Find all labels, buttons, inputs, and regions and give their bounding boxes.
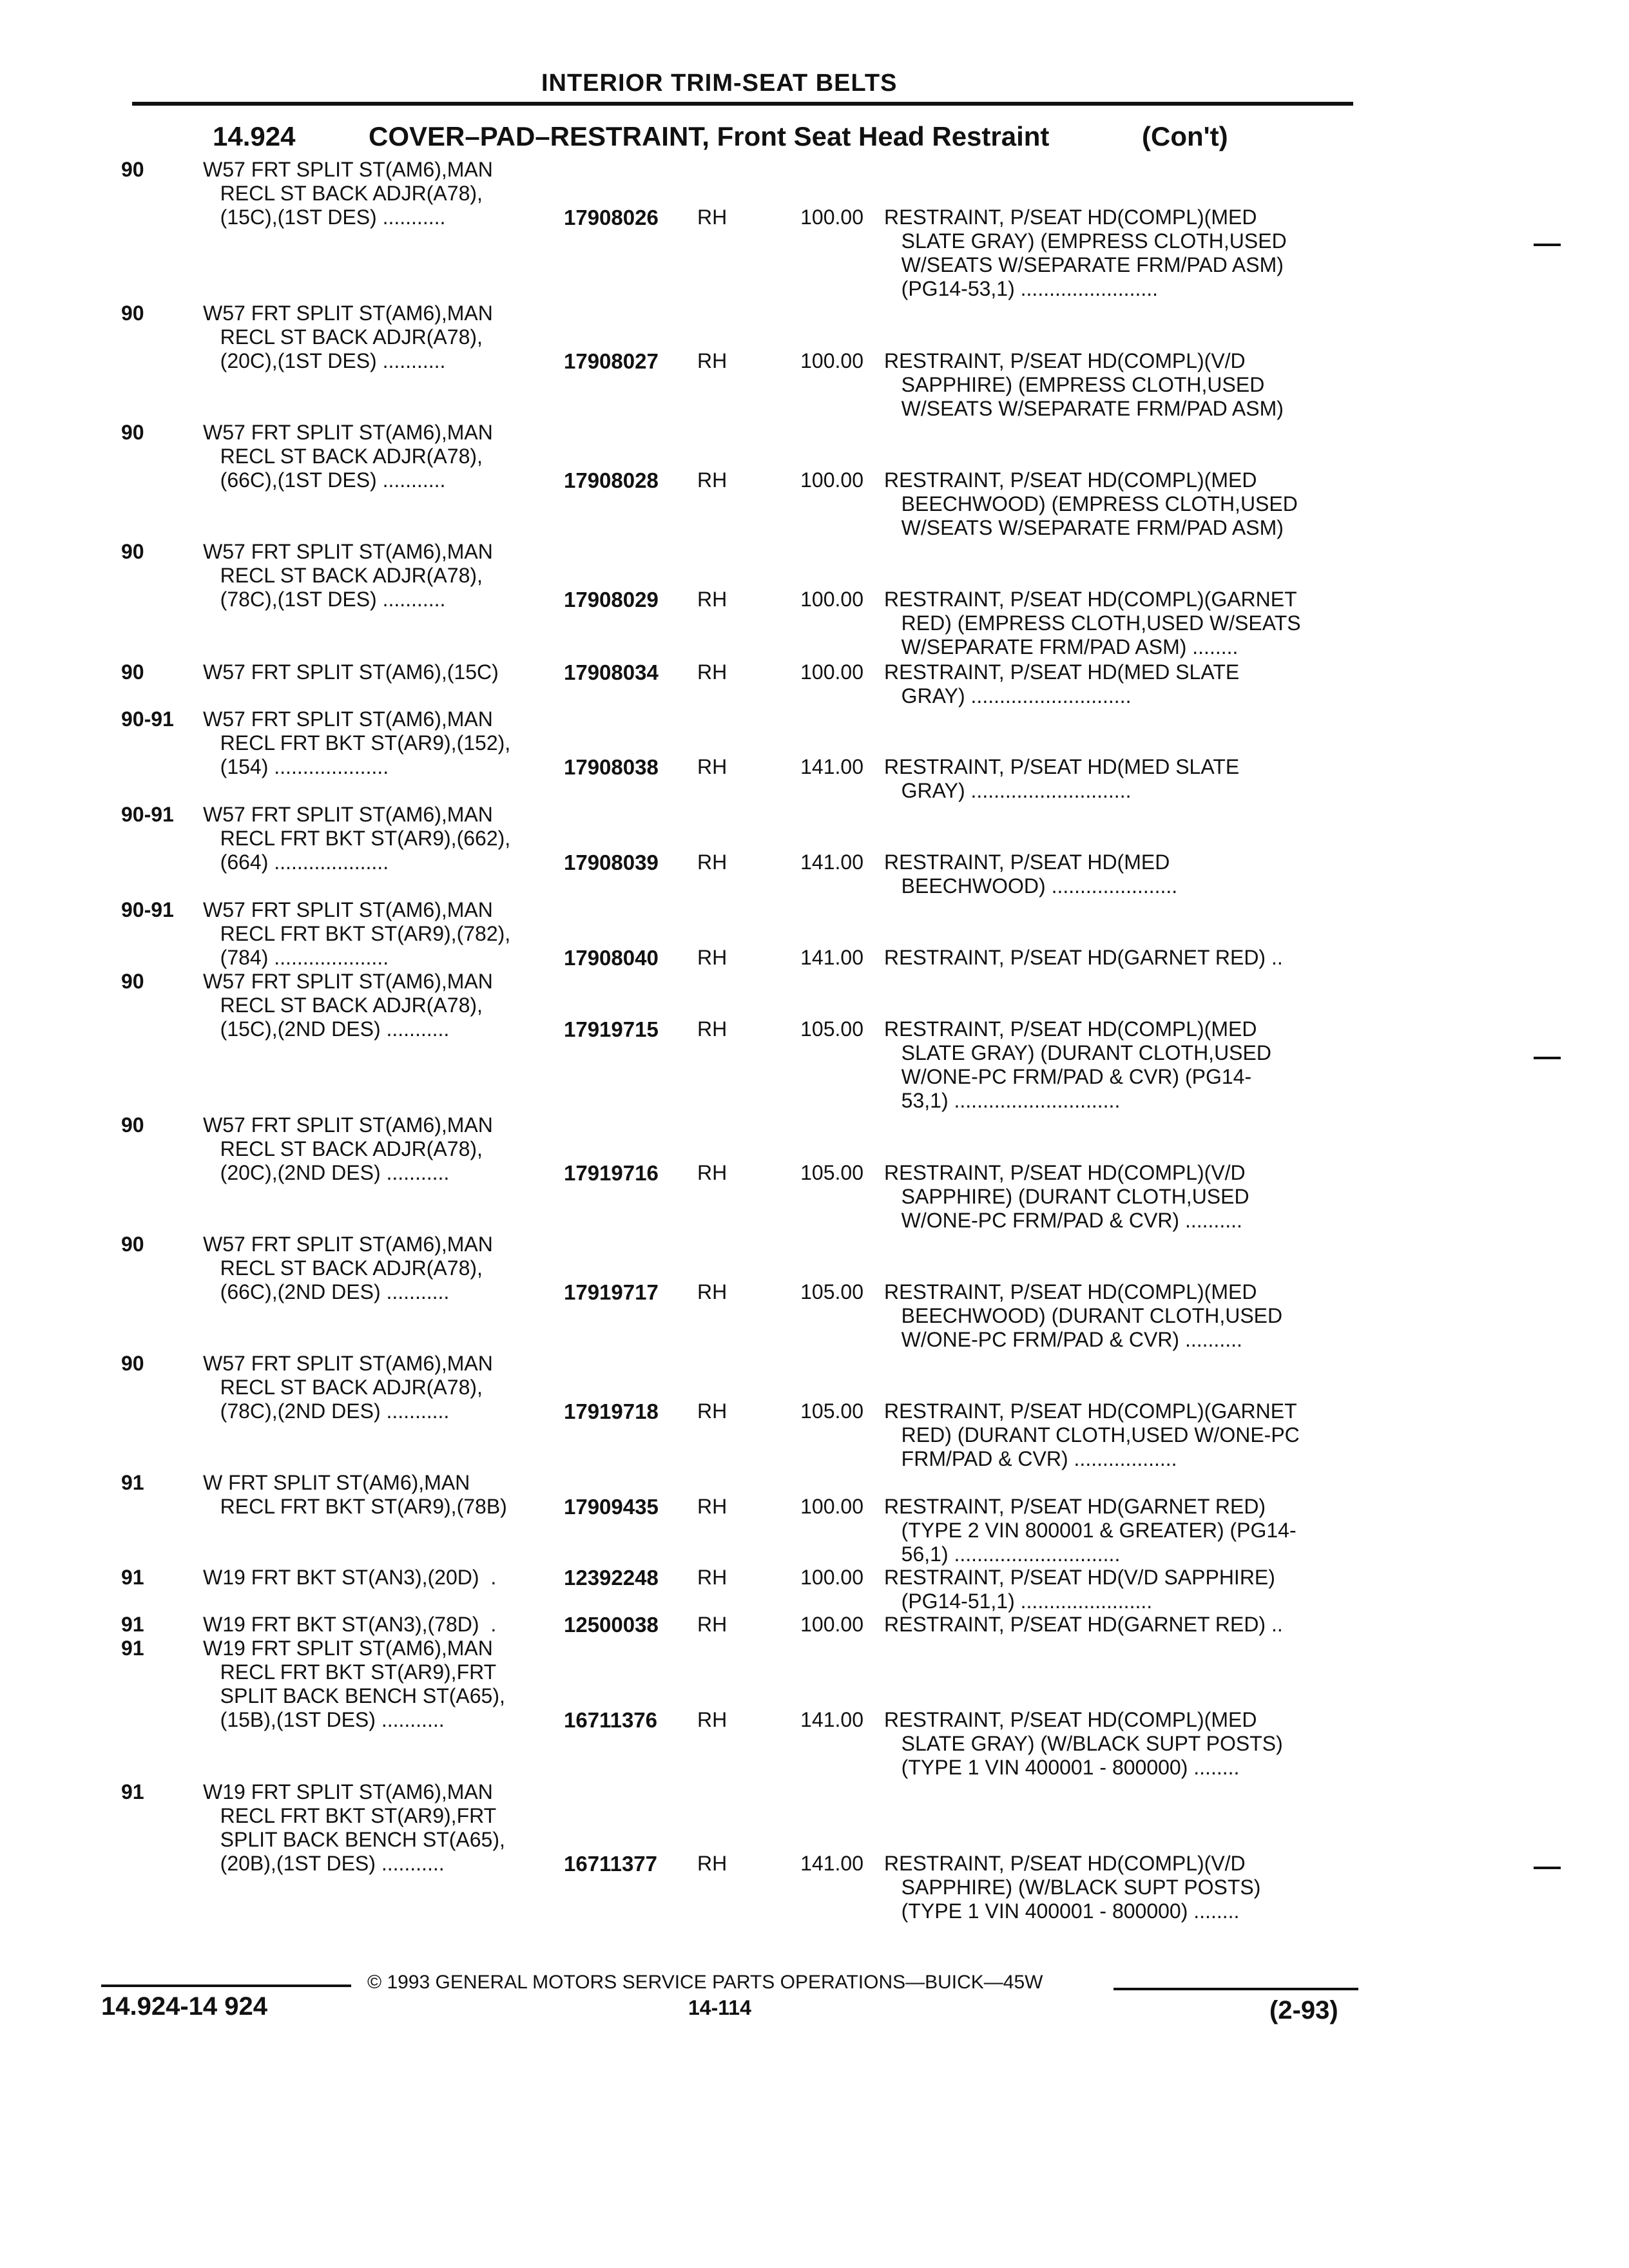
revision-margin-mark — [1534, 1867, 1561, 1869]
entry-years: 91 — [121, 1637, 144, 1660]
entry-part-name: RESTRAINT, P/SEAT HD(COMPL)(GARNET RED) (DURANT CLOTH,USED W/ONE-PC FRM/PAD & CVR) .................. — [884, 1399, 1300, 1470]
entry-side: RH — [697, 850, 728, 874]
entry-part-name: RESTRAINT, P/SEAT HD(MED BEECHWOOD) ...................... — [884, 850, 1178, 898]
entry-quantity: 141.00 — [800, 755, 863, 778]
entry-part-number: 17919716 — [564, 1161, 659, 1185]
entry-side: RH — [697, 1399, 728, 1423]
footer-page-number: 14-114 — [688, 1996, 751, 2019]
entry-years: 90 — [121, 540, 144, 563]
revision-margin-mark — [1534, 1057, 1561, 1059]
entry-side: RH — [697, 946, 728, 969]
entry-description: W57 FRT SPLIT ST(AM6),MAN RECL ST BACK ADJR(A78), (78C),(1ST DES) ........... — [203, 540, 493, 611]
section-name: COVER–PAD–RESTRAINT, Front Seat Head Restraint — [369, 121, 1050, 151]
entry-years: 90 — [121, 1352, 144, 1375]
entry-part-number: 17919717 — [564, 1280, 659, 1304]
entry-quantity: 100.00 — [800, 206, 863, 229]
entry-description: W57 FRT SPLIT ST(AM6),MAN RECL ST BACK ADJR(A78), (15C),(1ST DES) ........... — [203, 158, 493, 229]
entry-part-name: RESTRAINT, P/SEAT HD(COMPL)(V/D SAPPHIRE) (EMPRESS CLOTH,USED W/SEATS W/SEPARATE FRM/PAD ASM) — [884, 349, 1284, 420]
entry-side: RH — [697, 660, 728, 684]
footer-rule-right — [1113, 1988, 1358, 1990]
entry-quantity: 141.00 — [800, 946, 863, 969]
entry-side: RH — [697, 1495, 728, 1518]
entry-part-number: 17908026 — [564, 206, 659, 229]
entry-years: 90 — [121, 421, 144, 444]
entry-part-number: 17908028 — [564, 468, 659, 492]
entry-side: RH — [697, 588, 728, 611]
entry-part-number: 12392248 — [564, 1566, 659, 1590]
entry-years: 90 — [121, 1113, 144, 1137]
entry-description: W57 FRT SPLIT ST(AM6),MAN RECL ST BACK ADJR(A78), (15C),(2ND DES) ........... — [203, 970, 493, 1041]
entry-part-number: 17919715 — [564, 1017, 659, 1041]
entry-quantity: 141.00 — [800, 1708, 863, 1731]
entry-years: 90-91 — [121, 707, 174, 731]
entry-quantity: 100.00 — [800, 660, 863, 684]
entry-quantity: 141.00 — [800, 850, 863, 874]
entry-part-name: RESTRAINT, P/SEAT HD(COMPL)(MED SLATE GRAY) (EMPRESS CLOTH,USED W/SEATS W/SEPARATE FRM/PAD ASM) (PG14-53,1) ........................ — [884, 206, 1287, 300]
entry-quantity: 105.00 — [800, 1399, 863, 1423]
footer-section-range: 14.924-14 924 — [101, 1992, 268, 2021]
entry-description: W19 FRT SPLIT ST(AM6),MAN RECL FRT BKT ST(AR9),FRT SPLIT BACK BENCH ST(A65), (20B),(1ST DES) ........... — [203, 1780, 505, 1875]
entry-part-number: 17908038 — [564, 755, 659, 779]
entry-part-name: RESTRAINT, P/SEAT HD(COMPL)(MED SLATE GRAY) (W/BLACK SUPT POSTS) (TYPE 1 VIN 400001 - 800000) ........ — [884, 1708, 1283, 1779]
entry-part-name: RESTRAINT, P/SEAT HD(COMPL)(MED SLATE GRAY) (DURANT CLOTH,USED W/ONE-PC FRM/PAD & CVR) (PG14- 53,1) ............................. — [884, 1017, 1271, 1112]
section-number: 14.924 — [213, 121, 296, 151]
entry-description: W57 FRT SPLIT ST(AM6),MAN RECL ST BACK ADJR(A78), (66C),(1ST DES) ........... — [203, 421, 493, 492]
entry-part-name: RESTRAINT, P/SEAT HD(COMPL)(V/D SAPPHIRE) (W/BLACK SUPT POSTS) (TYPE 1 VIN 400001 - 800000) ........ — [884, 1852, 1261, 1923]
entry-years: 91 — [121, 1613, 144, 1636]
entry-side: RH — [697, 206, 728, 229]
entry-quantity: 100.00 — [800, 349, 863, 372]
entry-part-name: RESTRAINT, P/SEAT HD(MED SLATE GRAY) ............................ — [884, 660, 1240, 707]
entry-quantity: 100.00 — [800, 1613, 863, 1636]
entry-quantity: 105.00 — [800, 1161, 863, 1184]
entry-description: W FRT SPLIT ST(AM6),MAN RECL FRT BKT ST(AR9),(78B) — [203, 1471, 507, 1518]
page-header-title: INTERIOR TRIM-SEAT BELTS — [541, 70, 898, 97]
entry-part-number: 16711376 — [564, 1708, 658, 1732]
entry-quantity: 105.00 — [800, 1017, 863, 1041]
entry-side: RH — [697, 1708, 728, 1731]
entry-part-number: 17908027 — [564, 349, 659, 373]
entry-side: RH — [697, 1566, 728, 1589]
entry-years: 90 — [121, 660, 144, 684]
entry-side: RH — [697, 1161, 728, 1184]
entry-part-name: RESTRAINT, P/SEAT HD(COMPL)(MED BEECHWOOD) (DURANT CLOTH,USED W/ONE-PC FRM/PAD & CVR) .......... — [884, 1280, 1283, 1351]
footer-rule-left — [101, 1984, 351, 1987]
header-rule — [132, 102, 1353, 106]
entry-description: W57 FRT SPLIT ST(AM6),MAN RECL FRT BKT ST(AR9),(782), (784) .................... — [203, 898, 511, 969]
entry-part-number: 17908039 — [564, 850, 659, 874]
entry-part-number: 17919718 — [564, 1399, 659, 1423]
entry-part-name: RESTRAINT, P/SEAT HD(COMPL)(V/D SAPPHIRE) (DURANT CLOTH,USED W/ONE-PC FRM/PAD & CVR) .......... — [884, 1161, 1249, 1232]
entry-quantity: 100.00 — [800, 588, 863, 611]
entry-part-name: RESTRAINT, P/SEAT HD(COMPL)(GARNET RED) (EMPRESS CLOTH,USED W/SEATS W/SEPARATE FRM/PAD ASM) ........ — [884, 588, 1301, 658]
entry-description: W19 FRT BKT ST(AN3),(78D) . — [203, 1613, 497, 1636]
entry-quantity: 100.00 — [800, 1495, 863, 1518]
entry-years: 90 — [121, 158, 144, 181]
entry-side: RH — [697, 1613, 728, 1636]
entry-part-name: RESTRAINT, P/SEAT HD(GARNET RED) .. — [884, 946, 1283, 969]
entry-description: W57 FRT SPLIT ST(AM6),(15C) — [203, 660, 499, 684]
revision-margin-mark — [1534, 244, 1561, 246]
entry-side: RH — [697, 1017, 728, 1041]
entry-description: W57 FRT SPLIT ST(AM6),MAN RECL ST BACK ADJR(A78), (20C),(1ST DES) ........... — [203, 302, 493, 372]
entry-years: 90-91 — [121, 898, 174, 921]
section-continued: (Con't) — [1142, 121, 1228, 151]
entry-part-name: RESTRAINT, P/SEAT HD(MED SLATE GRAY) ............................ — [884, 755, 1240, 802]
entry-years: 90 — [121, 970, 144, 993]
entry-years: 91 — [121, 1780, 144, 1803]
entry-description: W57 FRT SPLIT ST(AM6),MAN RECL ST BACK ADJR(A78), (20C),(2ND DES) ........... — [203, 1113, 493, 1184]
entry-description: W19 FRT SPLIT ST(AM6),MAN RECL FRT BKT ST(AR9),FRT SPLIT BACK BENCH ST(A65), (15B),(1ST DES) ........... — [203, 1637, 505, 1731]
entry-part-name: RESTRAINT, P/SEAT HD(V/D SAPPHIRE) (PG14-51,1) ....................... — [884, 1566, 1275, 1613]
entry-quantity: 100.00 — [800, 1566, 863, 1589]
entry-description: W57 FRT SPLIT ST(AM6),MAN RECL ST BACK ADJR(A78), (66C),(2ND DES) ........... — [203, 1233, 493, 1303]
entry-quantity: 105.00 — [800, 1280, 863, 1303]
entry-part-number: 16711377 — [564, 1852, 658, 1876]
entry-part-number: 17908029 — [564, 588, 659, 611]
entry-part-name: RESTRAINT, P/SEAT HD(COMPL)(MED BEECHWOOD) (EMPRESS CLOTH,USED W/SEATS W/SEPARATE FRM/PAD ASM) — [884, 468, 1298, 539]
entry-description: W57 FRT SPLIT ST(AM6),MAN RECL FRT BKT ST(AR9),(152), (154) .................... — [203, 707, 511, 778]
footer-copyright: © 1993 GENERAL MOTORS SERVICE PARTS OPERATIONS—BUICK—45W — [367, 1972, 1043, 1993]
entry-part-name: RESTRAINT, P/SEAT HD(GARNET RED) .. — [884, 1613, 1283, 1636]
entry-description: W19 FRT BKT ST(AN3),(20D) . — [203, 1566, 497, 1589]
entry-part-number: 12500038 — [564, 1613, 659, 1637]
entry-side: RH — [697, 1852, 728, 1875]
entry-part-number: 17908034 — [564, 660, 659, 684]
entry-quantity: 141.00 — [800, 1852, 863, 1875]
entry-side: RH — [697, 1280, 728, 1303]
entry-part-name: RESTRAINT, P/SEAT HD(GARNET RED) (TYPE 2 VIN 800001 & GREATER) (PG14- 56,1) ............................. — [884, 1495, 1296, 1566]
entry-side: RH — [697, 468, 728, 492]
entry-description: W57 FRT SPLIT ST(AM6),MAN RECL FRT BKT ST(AR9),(662), (664) .................... — [203, 803, 511, 874]
entry-side: RH — [697, 349, 728, 372]
entry-part-number: 17909435 — [564, 1495, 659, 1519]
entry-years: 90 — [121, 302, 144, 325]
entry-years: 90-91 — [121, 803, 174, 826]
entry-description: W57 FRT SPLIT ST(AM6),MAN RECL ST BACK ADJR(A78), (78C),(2ND DES) ........... — [203, 1352, 493, 1423]
entry-years: 90 — [121, 1233, 144, 1256]
entry-part-number: 17908040 — [564, 946, 659, 970]
entry-quantity: 100.00 — [800, 468, 863, 492]
footer-revision-date: (2-93) — [1269, 1996, 1338, 2024]
entry-years: 91 — [121, 1471, 144, 1494]
entry-side: RH — [697, 755, 728, 778]
entry-years: 91 — [121, 1566, 144, 1589]
